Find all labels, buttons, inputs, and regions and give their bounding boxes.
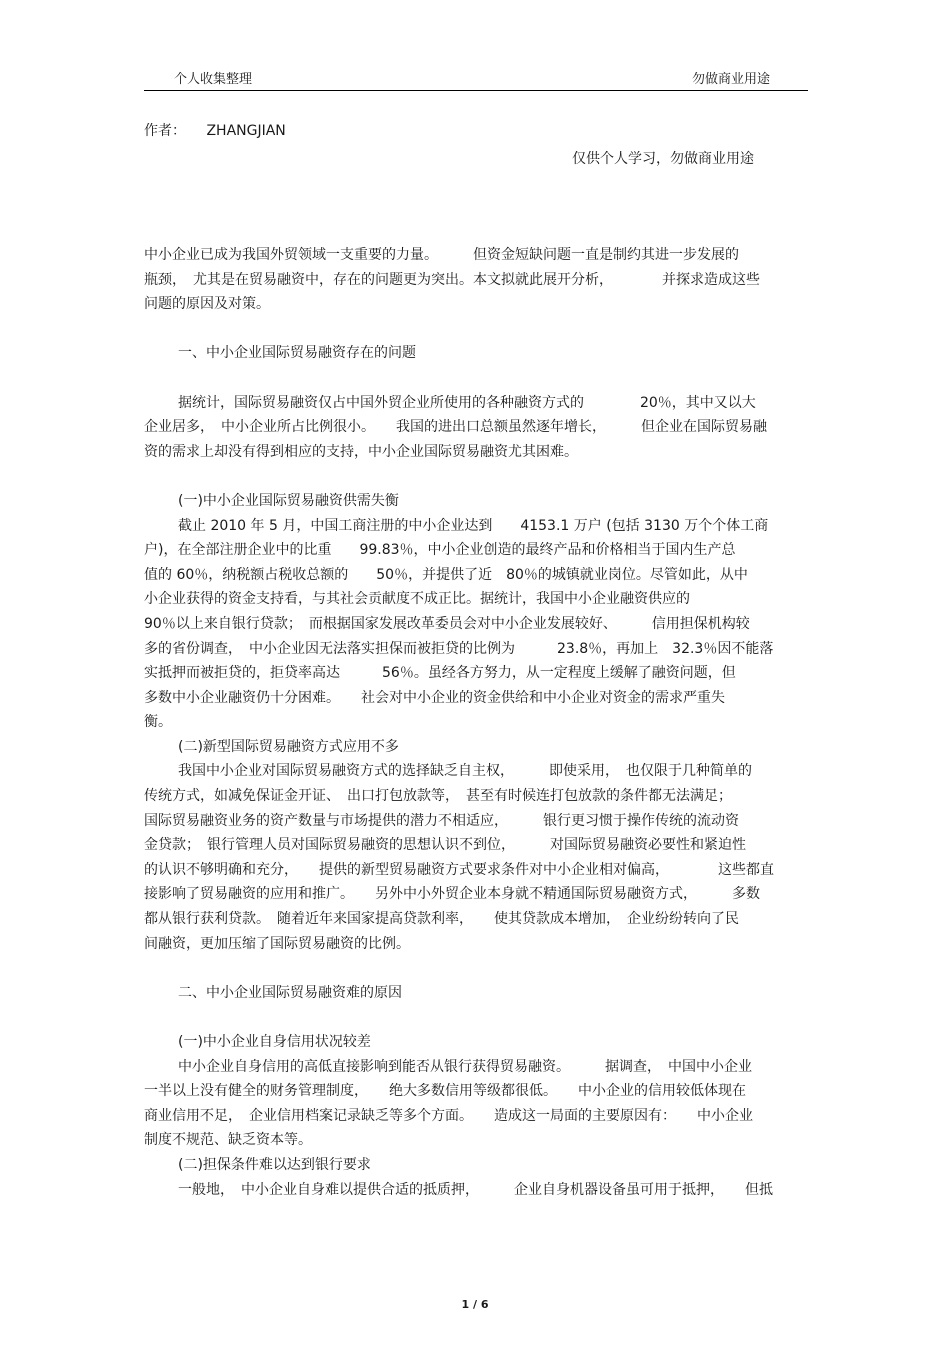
- text-line: 资的需求上却没有得到相应的支持，中小企业国际贸易融资尤其困难。: [144, 443, 578, 460]
- paragraph-gap: [144, 366, 808, 391]
- text-line: 二、中小企业国际贸易融资难的原因: [178, 984, 402, 1001]
- text-line: 衡。: [144, 714, 172, 731]
- text-line: 一般地， 中小企业自身难以提供合适的抵质押， 企业自身机器设备虽可用于抵押， 但抵: [178, 1181, 773, 1198]
- author-line: [144, 120, 286, 140]
- text-line: 小企业获得的资金支持看，与其社会贡献度不成正比。据统计，我国中小企业融资供应的: [144, 591, 690, 608]
- paragraph-gap: [144, 464, 808, 489]
- text-line: (一)中小企业国际贸易融资供需失衡: [178, 492, 399, 509]
- text-line: 户)，在全部注册企业中的比重 99.83％，中小企业创造的最终产品和价格相当于国内生产总: [144, 542, 736, 559]
- text-line: 值的 60％，纳税额占税收总额的 50％，并提供了近 80％的城镇就业岗位。尽管如此，从中: [144, 566, 748, 583]
- text-line: 我国中小企业对国际贸易融资方式的选择缺乏自主权， 即使采用， 也仅限于几种简单的: [178, 763, 752, 780]
- text-line: 一半以上没有健全的财务管理制度， 绝大多数信用等级都很低。 中小企业的信用较低体现在: [144, 1083, 746, 1100]
- text-line: 瓶颈， 尤其是在贸易融资中，存在的问题更为突出。本文拟就此展开分析， 并探求造成这些: [144, 271, 760, 288]
- text-line: 实抵押而被拒贷的，拒贷率高达 56％。虽经各方努力，从一定程度上缓解了融资问题，但: [144, 665, 736, 682]
- text-line: 中小企业自身信用的高低直接影响到能否从银行获得贸易融资。 据调查， 中国中小企业: [178, 1058, 752, 1075]
- text-line: 企业居多， 中小企业所占比例很小。 我国的进出口总额虽然逐年增长， 但企业在国际贸易融: [144, 419, 767, 436]
- text-line: (二)担保条件难以达到银行要求: [178, 1156, 371, 1173]
- document-body: [144, 243, 808, 1202]
- text-line: 问题的原因及对策。: [144, 296, 270, 313]
- text-line: 金贷款； 银行管理人员对国际贸易融资的思想认识不到位， 对国际贸易融资必要性和紧迫性: [144, 837, 746, 854]
- text-line: 商业信用不足， 企业信用档案记录缺乏等多个方面。 造成这一局面的主要原因有： 中小企业: [144, 1107, 753, 1124]
- text-line: 的认识不够明确和充分， 提供的新型贸易融资方式要求条件对中小企业相对偏高， 这些都直: [144, 861, 774, 878]
- paragraph-gap: [144, 317, 808, 342]
- author-label: 作者：: [144, 123, 186, 139]
- text-line: 间融资，更加压缩了国际贸易融资的比例。: [144, 935, 410, 952]
- author-name: ZHANGJIAN: [206, 123, 286, 139]
- header-left-text: 个人收集整理: [174, 72, 253, 87]
- text-line: 90％以上来自银行贷款； 而根据国家发展改革委员会对中小企业发展较好、 信用担保机构较: [144, 615, 750, 632]
- text-line: 多数中小企业融资仍十分困难。 社会对中小企业的资金供给和中小企业对资金的需求严重失: [144, 689, 725, 706]
- text-line: 中小企业已成为我国外贸领域一支重要的力量。 但资金短缺问题一直是制约其进一步发展的: [144, 247, 739, 263]
- text-line: 制度不规范、缺乏资本等。: [144, 1132, 312, 1149]
- text-line: 接影响了贸易融资的应用和推广。 另外中小外贸企业本身就不精通国际贸易融资方式， 多数: [144, 886, 760, 903]
- text-line: 都从银行获利贷款。 随着近年来国家提高贷款利率， 使其贷款成本增加， 企业纷纷转向了民: [144, 911, 739, 928]
- text-line: 截止 2010 年 5 月，中国工商注册的中小企业达到 4153.1 万户 (包括 3130 万个个体工商: [178, 517, 769, 534]
- text-line: 国际贸易融资业务的资产数量与市场提供的潜力不相适应， 银行更习惯于操作传统的流动资: [144, 812, 739, 829]
- text-line: 多的省份调查， 中小企业因无法落实担保而被拒贷的比例为 23.8％，再加上 32.3％因不能落: [144, 640, 774, 657]
- text-line: 传统方式，如减免保证金开证、 出口打包放款等， 甚至有时候连打包放款的条件都无法满足；: [144, 788, 732, 805]
- page-number: 1 / 6: [461, 1298, 489, 1311]
- page-header: [144, 66, 808, 91]
- text-line: (二)新型国际贸易融资方式应用不多: [178, 738, 399, 755]
- paragraph-gap: [144, 1005, 808, 1030]
- text-line: 据统计，国际贸易融资仅占中国外贸企业所使用的各种融资方式的 20％，其中又以大: [178, 394, 756, 411]
- paragraph-gap: [144, 956, 808, 981]
- header-right-text: 勿做商业用途: [691, 72, 770, 87]
- usage-notice: 仅供个人学习，勿做商业用途: [572, 151, 754, 167]
- text-line: (一)中小企业自身信用状况较差: [178, 1034, 371, 1050]
- text-line: 一、中小企业国际贸易融资存在的问题: [178, 345, 416, 362]
